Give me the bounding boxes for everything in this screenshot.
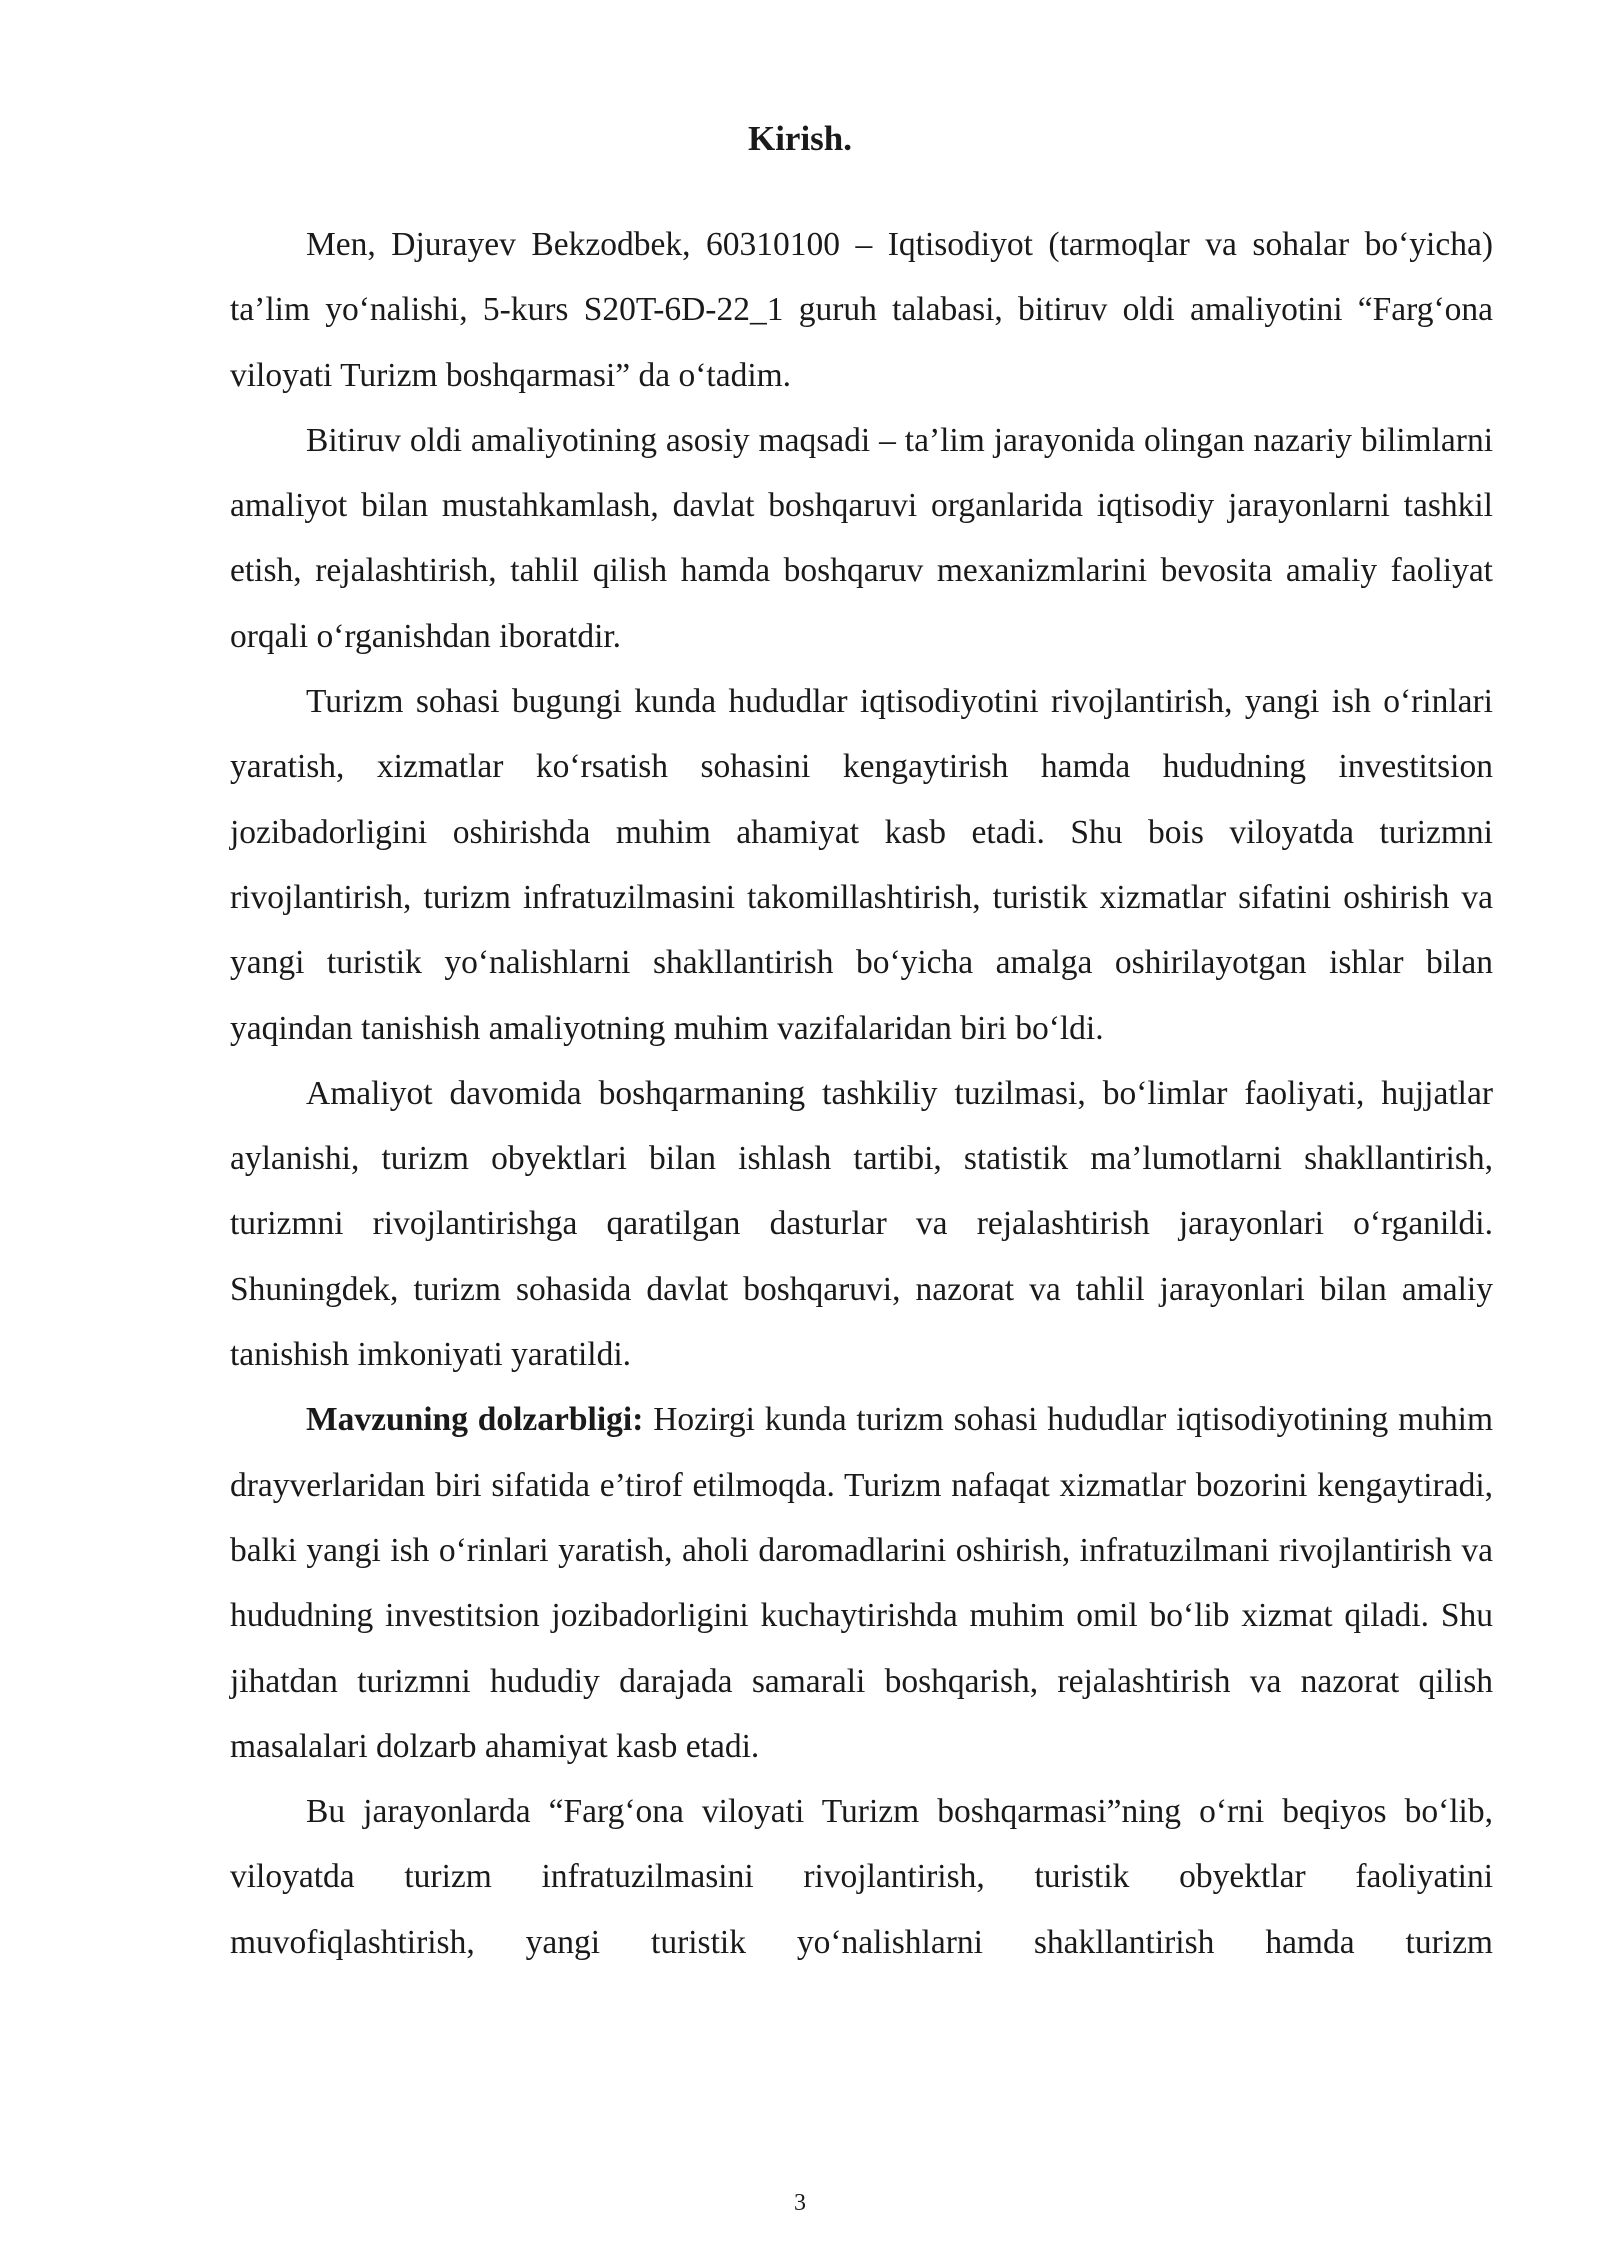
page-title: Kirish. (747, 119, 853, 158)
paragraph-relevance (230, 1387, 1493, 1779)
page-number: 3 (794, 2190, 806, 2216)
document-body (230, 212, 1493, 1975)
paragraph-purpose: Bitiruv oldi amaliyotining asosiy maqsadi – ta’lim jarayonida olingan nazariy bilimlarni amaliyot bilan mustahkamlash, davlat boshqaruvi organlarida iqtisodiy jarayonlarni tashkil etish, rejalashtirish, tahlil qilish hamda boshqaruv mexanizmlarini bevosita amaliy faoliyat orqali o‘rganishdan iboratdir. (230, 421, 1493, 655)
paragraph-practice-activities: Amaliyot davomida boshqarmaning tashkiliy tuzilmasi, bo‘limlar faoliyati, hujjatlar aylanishi, turizm obyektlari bilan ishlash tartibi, statistik ma’lumotlarni shakllantirish, turizmni rivojlantirishga qaratilgan dasturlar va rejalashtirish jarayonlari o‘rganildi. Shuningdek, turizm sohasida davlat boshqaruvi, nazorat va tahlil jarayonlari bilan amaliy tanishish imkoniyati yaratildi. (230, 1074, 1493, 1374)
paragraph-role-of-department: Bu jarayonlarda “Farg‘ona viloyati Turizm boshqarmasi”ning o‘rni beqiyos bo‘lib, viloyatda turizm infratuzilmasini rivojlantirish, turistik obyektlar faoliyatini muvofiqlashtirish, yangi turistik yo‘nalishlarni shakllantirish hamda turizm (230, 1793, 1493, 1961)
relevance-heading: Mavzuning dolzarbligi: (306, 1401, 644, 1439)
paragraph-introduction: Men, Djurayev Bekzodbek, 60310100 – Iqtisodiyot (tarmoqlar va sohalar bo‘yicha) ta’lim yo‘nalishi, 5-kurs S20T-6D-22_1 guruh talabasi, bitiruv oldi amaliyotini “Farg‘ona viloyati Turizm boshqarmasi” da o‘tadim. (230, 226, 1493, 394)
paragraph-tourism-importance: Turizm sohasi bugungi kunda hududlar iqtisodiyotini rivojlantirish, yangi ish o‘rinlari yaratish, xizmatlar ko‘rsatish sohasini kengaytirish hamda hududning investitsion jozibadorligini oshirishda muhim ahamiyat kasb etadi. Shu bois viloyatda turizmni rivojlantirish, turizm infratuzilmasini takomillashtirish, turistik xizmatlar sifatini oshirish va yangi turistik yo‘nalishlarni shakllantirish bo‘yicha amalga oshirilayotgan ishlar bilan yaqindan tanishish amaliyotning muhim vazifalaridan biri bo‘ldi. (230, 683, 1493, 1047)
relevance-text: Hozirgi kunda turizm sohasi hududlar iqtisodiyotining muhim drayverlaridan biri sifatida e’tirof etilmoqda. Turizm nafaqat xizmatlar bozorini kengaytiradi, balki yangi ish o‘rinlari yaratish, aholi daromadlarini oshirish, infratuzilmani rivojlantirish va hududning investitsion jozibadorligini kuchaytirishda muhim omil bo‘lib xizmat qiladi. Shu jihatdan turizmni hududiy darajada samarali boshqarish, rejalashtirish va nazorat qilish masalalari dolzarb ahamiyat kasb etadi. (230, 1401, 1493, 1765)
